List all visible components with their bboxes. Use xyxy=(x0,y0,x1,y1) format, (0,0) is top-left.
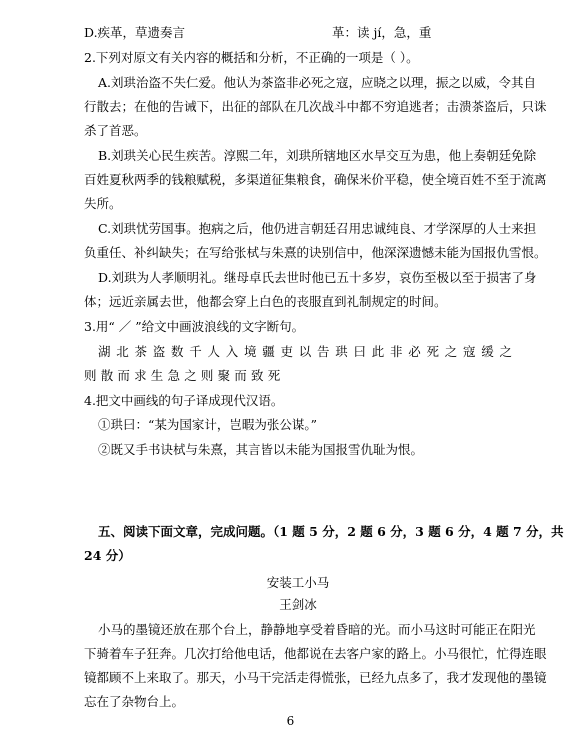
q2-option-c-line: C.刘珙忧劳国事。抱病之后，他仍进言朝廷召用忠诚纯良、才学深厚的人士来担 xyxy=(98,221,537,236)
article-title: 安装工小马 xyxy=(266,575,330,590)
q2-option-b-line: 百姓夏秋两季的钱粮赋税，多渠道征集粮食，确保米价平稳，使全境百姓不至于流离 xyxy=(84,172,547,187)
q3-text-line: 则散而求生急之则聚而致死 xyxy=(84,368,285,383)
article-author: 王剑冰 xyxy=(279,597,317,612)
q1-option-d-left: D.疾革，草遗奏言 xyxy=(84,25,186,40)
section5-heading-line: 24 分） xyxy=(84,548,131,563)
article-paragraph-line: 下骑着车子狂奔。几次打给他电话，他都说在去客户家的路上。小马很忙，忙得连眼 xyxy=(84,646,547,661)
q2-option-d-line: D.刘珙为人孝顺明礼。继母卓氏去世时他已五十多岁，哀伤至极以至于损害了身 xyxy=(98,270,537,285)
q4-item: ②既又手书诀栻与朱熹，其言皆以未能为国报雪仇耻为恨。 xyxy=(98,442,424,457)
q3-text-line: 湖北茶盗数千人入境疆吏以告珙曰此非必死之寇缓之 xyxy=(98,344,512,359)
article-paragraph-line: 小马的墨镜还放在那个台上，静静地享受着昏暗的光。而小马这时可能正在阳光 xyxy=(98,622,536,637)
q2-option-b-line: 失所。 xyxy=(84,196,122,211)
q2-option-a-line: 行散去；在他的告诫下，出征的部队在几次战斗中都不穷追逃者；击溃茶盗后，只诛 xyxy=(84,99,547,114)
section5-heading-line: 五、阅读下面文章，完成问题。（1 题 5 分，2 题 6 分，3 题 6 分，4 题 7 分，共 xyxy=(98,524,564,539)
q2-stem: 2.下列对原文有关内容的概括和分析，不正确的一项是（ ）。 xyxy=(84,50,419,65)
q2-option-d-line: 体；远近亲属去世，他都会穿上白色的丧服直到礼制规定的时间。 xyxy=(84,294,447,309)
q2-option-a-line: 杀了首恶。 xyxy=(84,123,147,138)
q2-option-a-line: A.刘珙治盗不失仁爱。他认为茶盗非必死之寇，应晓之以理，振之以威，令其自 xyxy=(98,75,537,90)
q3-stem: 3.用“ ／ ”给文中画波浪线的文字断句。 xyxy=(84,319,305,334)
q1-option-d xyxy=(84,25,512,41)
article-paragraph-line: 忘在了杂物台上。 xyxy=(84,694,185,709)
q2-option-c-line: 负重任、补纠缺失；在写给张栻与朱熹的诀别信中，他深深遗憾未能为国报仇雪恨。 xyxy=(84,245,547,260)
article-paragraph-line: 镜都顾不上来取了。那天，小马干完活走得慌张，已经九点多了，我才发现他的墨镜 xyxy=(84,670,547,685)
q4-item: ①珙曰：“某为国家计，岂暇为张公谋。” xyxy=(98,417,318,432)
q1-option-d-right: 革：读 jí，急，重 xyxy=(332,25,432,40)
page-number: 6 xyxy=(286,714,295,728)
q2-option-b-line: B.刘珙关心民生疾苦。淳熙二年，刘珙所辖地区水旱交互为患，他上奏朝廷免除 xyxy=(98,148,537,163)
q4-stem: 4.把文中画线的句子译成现代汉语。 xyxy=(84,393,284,408)
